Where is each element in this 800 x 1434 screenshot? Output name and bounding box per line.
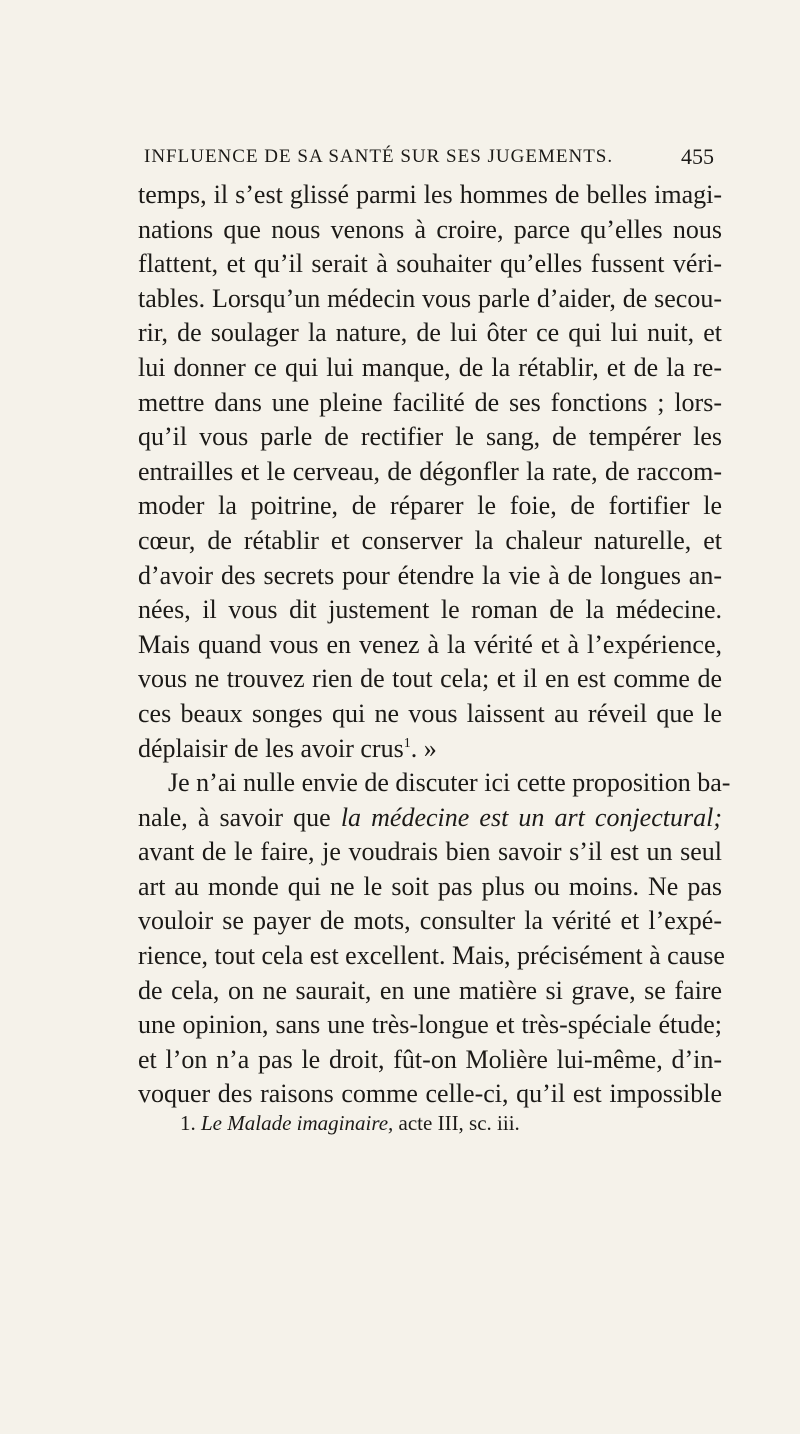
footnote-reference: 1 bbox=[403, 735, 411, 751]
text-line: et l’on n’a pas le droit, fût-on Molière lui-même, d’in- bbox=[138, 1044, 722, 1074]
text-line: mettre dans une pleine facilité de ses fonctions ; lors- bbox=[138, 387, 722, 417]
text-line: ces beaux songes qui ne vous laissent au réveil que le bbox=[138, 698, 722, 728]
text-line-with-emphasis bbox=[138, 801, 722, 836]
text-line: art au monde qui ne le soit pas plus ou moins. Ne pas bbox=[138, 871, 722, 901]
body-text bbox=[138, 178, 731, 1112]
text-line: temps, il s’est glissé parmi les hommes de belles imagi- bbox=[138, 180, 722, 209]
text-line: vous ne trouvez rien de tout cela; et il en est comme de bbox=[138, 664, 722, 694]
text-line: rir, de soulager la nature, de lui ôter ce qui lui nuit, et bbox=[138, 318, 722, 348]
text-line: moder la poitrine, de réparer le foie, de fortifier le bbox=[138, 491, 722, 521]
text-line-paragraph-start: Je n’ai nulle envie de discuter ici cette proposition ba- bbox=[168, 768, 731, 798]
text-line: lui donner ce qui lui manque, de la rétablir, et de la re- bbox=[138, 352, 722, 382]
text-line: nations que nous venons à croire, parce qu’elles nous bbox=[138, 214, 722, 244]
text-line: avant de le faire, je voudrais bien savoir s’il est un seul bbox=[138, 837, 722, 867]
footnote bbox=[180, 1111, 520, 1136]
footnote-title: Le Malade imaginaire, bbox=[201, 1111, 394, 1135]
footnote-number: 1. bbox=[180, 1111, 196, 1135]
text-line: voquer des raisons comme celle-ci, qu’il est impossible bbox=[138, 1079, 722, 1109]
line-text: nale, à savoir que bbox=[138, 802, 331, 832]
text-line: cœur, de rétablir et conserver la chaleur naturelle, et bbox=[138, 525, 722, 555]
footnote-reference-text: acte III, sc. iii. bbox=[398, 1111, 520, 1135]
line-text: . » bbox=[410, 733, 437, 763]
line-text: déplaisir de les avoir crus bbox=[138, 733, 404, 763]
text-line: Mais quand vous en venez à la vérité et à l’expérience, bbox=[138, 629, 722, 659]
text-line: vouloir se payer de mots, consulter la vérité et l’expé- bbox=[138, 906, 722, 936]
text-line: rience, tout cela est excellent. Mais, précisément à cause bbox=[138, 941, 725, 971]
text-line: de cela, on ne saurait, en une matière si grave, se faire bbox=[138, 975, 722, 1005]
text-line: nées, il vous dit justement le roman de la médecine. bbox=[138, 595, 722, 625]
text-line: d’avoir des secrets pour étendre la vie à de longues an- bbox=[138, 560, 722, 590]
emphasized-quote: la médecine est un art conjectural; bbox=[340, 802, 722, 832]
text-line: entrailles et le cerveau, de dégonfler la rate, de raccom- bbox=[138, 456, 722, 486]
running-title: INFLUENCE DE SA SANTÉ SUR SES JUGEMENTS. bbox=[144, 146, 614, 167]
running-head bbox=[138, 146, 714, 176]
text-line: tables. Lorsqu’un médecin vous parle d’aider, de secou- bbox=[138, 283, 722, 313]
text-line: flattent, et qu’il serait à souhaiter qu’elles fussent véri- bbox=[138, 249, 722, 279]
page-number: 455 bbox=[681, 144, 714, 169]
text-line: une opinion, sans une très-longue et très-spéciale étude; bbox=[138, 1010, 722, 1040]
text-line-paragraph-end bbox=[138, 732, 722, 767]
text-line: qu’il vous parle de rectifier le sang, de tempérer les bbox=[138, 422, 722, 452]
